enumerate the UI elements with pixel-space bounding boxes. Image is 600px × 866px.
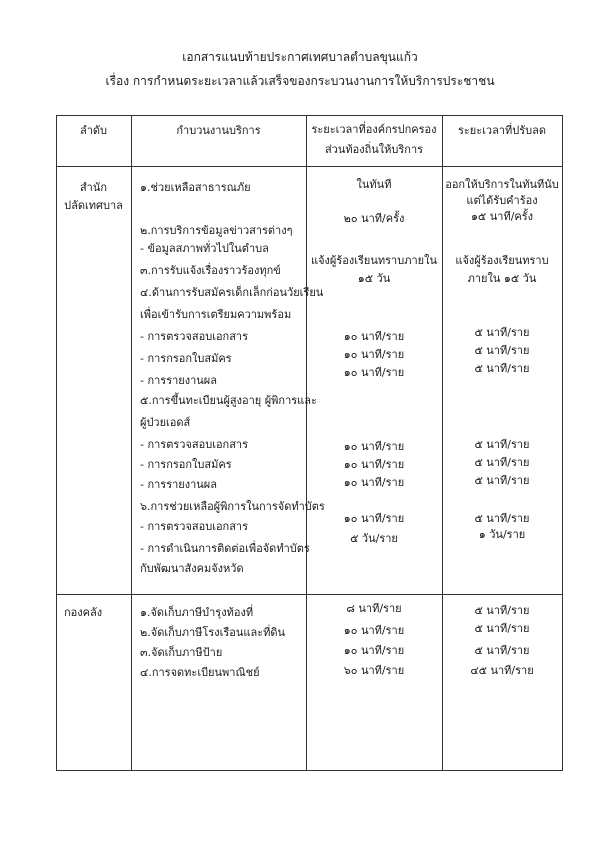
table-border-top <box>56 115 563 116</box>
time-cell: แจ้งผู้ร้องเรียนทราบภายใน <box>311 254 437 267</box>
service-cell: - ข้อมูลสภาพทั่วไปในตำบล <box>140 242 269 255</box>
service-cell: - การรายงานผล <box>140 374 217 387</box>
service-cell: ๓.การรับแจ้งเรื่องราวร้องทุกข์ <box>140 264 281 277</box>
reduced-cell: ๕ นาที/ราย <box>474 344 530 357</box>
reduced-cell: ภายใน ๑๕ วัน <box>467 272 537 285</box>
service-cell: - การรายงานผล <box>140 478 217 491</box>
time-cell: ๖๐ นาที/ราย <box>343 664 405 677</box>
table-border-bottom <box>56 770 563 771</box>
service-cell: - การกรอกใบสมัคร <box>140 458 232 471</box>
service-cell: - การตรวจสอบเอกสาร <box>140 520 249 533</box>
service-cell: เพื่อเข้ารับการเตรียมความพร้อม <box>140 308 292 321</box>
service-cell: ๓.จัดเก็บภาษีป้าย <box>140 646 223 659</box>
table-header-divider <box>56 166 563 167</box>
reduced-cell: ๕ นาที/ราย <box>474 362 530 375</box>
table-border-right <box>562 115 563 771</box>
service-cell: ผู้ป่วยเอดส์ <box>140 416 191 429</box>
service-cell: - การกรอกใบสมัคร <box>140 352 232 365</box>
table-col-divider-1 <box>131 115 132 771</box>
service-cell: ๔.ด้านการรับสมัครเด็กเล็กก่อนวัยเรียน <box>140 286 324 299</box>
document-title: เอกสารแนบท้ายประกาศเทศบาลตำบลขุนแก้ว <box>182 50 418 64</box>
reduced-cell: ๕ นาที/ราย <box>474 474 530 487</box>
time-cell: ๘ นาที/ราย <box>346 602 402 615</box>
service-cell: ๒.การบริการข้อมูลข่าวสารต่างๆ <box>140 224 293 237</box>
reduced-cell: ๕ นาที/ราย <box>474 604 530 617</box>
reduced-cell: ๕ นาที/ราย <box>474 512 530 525</box>
service-cell: - การตรวจสอบเอกสาร <box>140 438 249 451</box>
time-cell: ๑๐ นาที/ราย <box>343 512 405 525</box>
service-cell: ๒.จัดเก็บภาษีโรงเรือนและที่ดิน <box>140 626 286 639</box>
reduced-cell: ออกให้บริการในทันทีนับ <box>445 178 559 191</box>
time-cell: ๑๐ นาที/ราย <box>343 330 405 343</box>
time-cell: ๑๐ นาที/ราย <box>343 348 405 361</box>
time-cell: ๑๐ นาที/ราย <box>343 644 405 657</box>
service-cell: - การตรวจสอบเอกสาร <box>140 330 249 343</box>
service-cell: - การดำเนินการติดต่อเพื่อจัดทำบัตร <box>140 542 310 555</box>
reduced-cell: แจ้งผู้ร้องเรียนทราบ <box>455 254 549 267</box>
time-cell: ๒๐ นาที/ครั้ง <box>343 212 405 225</box>
table-section-divider <box>56 594 563 595</box>
service-cell: ๔.การจดทะเบียนพาณิชย์ <box>140 666 260 679</box>
reduced-cell: ๕ นาที/ราย <box>474 456 530 469</box>
reduced-cell: ๕ นาที/ราย <box>474 438 530 451</box>
service-cell: ๖.การช่วยเหลือผู้พิการในการจัดทำบัตร <box>140 500 325 513</box>
reduced-cell: แต่ได้รับคำร้อง <box>466 194 538 207</box>
time-cell: ๑๐ นาที/ราย <box>343 440 405 453</box>
header-time-line1: ระยะเวลาที่องค์กรปกครอง <box>311 123 437 136</box>
reduced-cell: ๑ วัน/ราย <box>478 528 526 541</box>
reduced-cell: ๑๕ นาที/ครั้ง <box>470 210 534 223</box>
document-subject: เรื่อง การกำหนดระยะเวลาแล้วเสร็จของกระบวนงานการให้บริการประชาชน <box>105 74 495 88</box>
reduced-cell: ๕ นาที/ราย <box>474 326 530 339</box>
header-time-line2: ส่วนท้องถิ่นให้บริการ <box>324 143 424 156</box>
header-service: กำบวนงานบริการ <box>176 124 261 137</box>
time-cell: ๑๐ นาที/ราย <box>343 366 405 379</box>
time-cell: ๕ วัน/ราย <box>350 532 398 545</box>
dept-label: ปลัดเทศบาล <box>64 199 123 212</box>
reduced-cell: ๔๕ นาที/ราย <box>470 664 534 677</box>
service-cell: กับพัฒนาสังคมจังหวัด <box>140 562 244 575</box>
time-cell: ๑๐ นาที/ราย <box>343 476 405 489</box>
time-cell: ในทันที <box>356 178 392 191</box>
time-cell: ๑๐ นาที/ราย <box>343 458 405 471</box>
time-cell: ๑๐ นาที/ราย <box>343 624 405 637</box>
service-cell: ๑.จัดเก็บภาษีบำรุงท้องที่ <box>140 606 254 619</box>
header-order: ลำดับ <box>79 124 108 137</box>
service-cell: ๑.ช่วยเหลือสาธารณภัย <box>140 181 251 194</box>
reduced-cell: ๕ นาที/ราย <box>474 644 530 657</box>
dept-label: กองคลัง <box>64 606 103 619</box>
header-reduced-time: ระยะเวลาที่ปรับลด <box>457 124 547 137</box>
service-cell: ๕.การขึ้นทะเบียนผู้สูงอายุ ผู้พิการและ <box>140 394 317 407</box>
time-cell: ๑๕ วัน <box>357 272 391 285</box>
reduced-cell: ๕ นาที/ราย <box>474 622 530 635</box>
dept-label: สำนัก <box>79 181 108 194</box>
